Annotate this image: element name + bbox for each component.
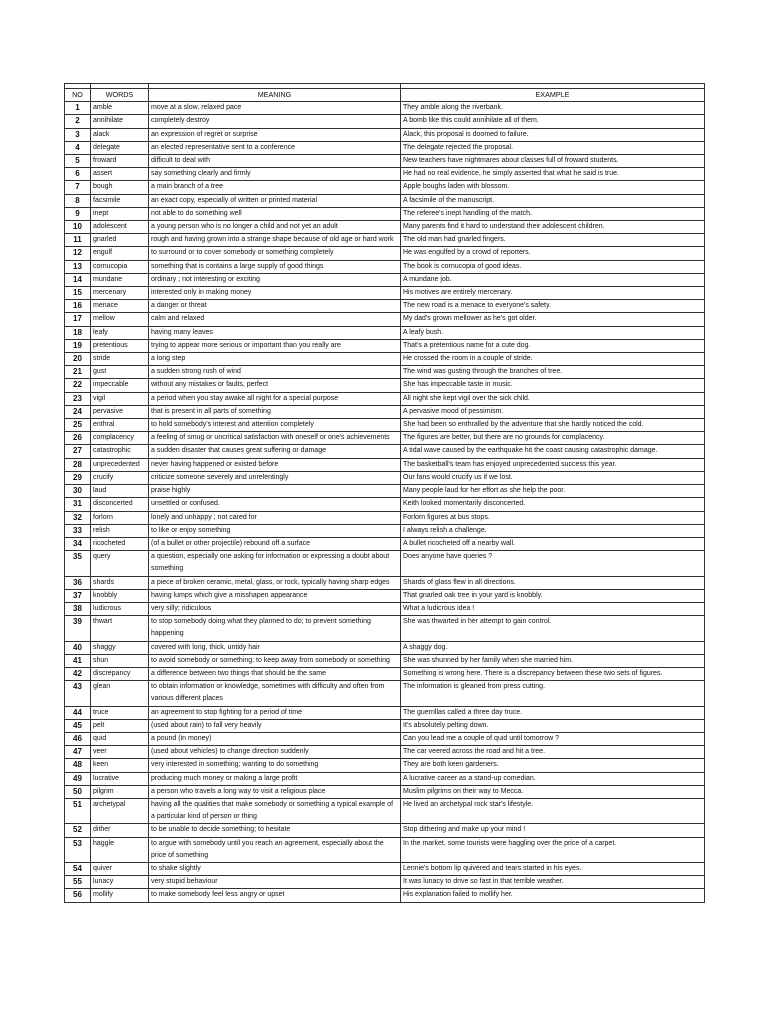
table-row bbox=[65, 181, 705, 194]
meaning-cell: to make somebody feel less angry or upset bbox=[149, 889, 401, 902]
row-number: 20 bbox=[65, 353, 91, 366]
example-cell: A bomb like this could annihilate all of them. bbox=[401, 115, 705, 128]
row-number: 32 bbox=[65, 511, 91, 524]
meaning-cell: unsettled or confused. bbox=[149, 498, 401, 511]
meaning-cell: difficult to deal with bbox=[149, 155, 401, 168]
row-number: 47 bbox=[65, 746, 91, 759]
row-number: 2 bbox=[65, 115, 91, 128]
word-cell: unprecedented bbox=[91, 458, 149, 471]
row-number: 14 bbox=[65, 273, 91, 286]
table-row bbox=[65, 837, 705, 862]
table-row bbox=[65, 862, 705, 875]
row-number: 53 bbox=[65, 837, 91, 862]
example-cell: The car veered across the road and hit a tree. bbox=[401, 746, 705, 759]
word-cell: froward bbox=[91, 155, 149, 168]
example-cell: Alack, this proposal is doomed to failure. bbox=[401, 128, 705, 141]
table-row bbox=[65, 706, 705, 719]
row-number: 33 bbox=[65, 524, 91, 537]
meaning-cell: (used about vehicles) to change direction suddenly bbox=[149, 746, 401, 759]
row-number: 4 bbox=[65, 141, 91, 154]
meaning-cell: an expression of regret or surprise bbox=[149, 128, 401, 141]
row-number: 42 bbox=[65, 667, 91, 680]
example-cell: Apple boughs laden with blossom. bbox=[401, 181, 705, 194]
table-row bbox=[65, 128, 705, 141]
row-number: 39 bbox=[65, 616, 91, 641]
word-cell: keen bbox=[91, 759, 149, 772]
meaning-cell: a long step bbox=[149, 353, 401, 366]
word-cell: pervasive bbox=[91, 405, 149, 418]
word-cell: haggle bbox=[91, 837, 149, 862]
meaning-cell: to surround or to cover somebody or something completely bbox=[149, 247, 401, 260]
table-row bbox=[65, 719, 705, 732]
table-row bbox=[65, 746, 705, 759]
meaning-cell: a question, especially one asking for information or expressing a doubt about something bbox=[149, 551, 401, 576]
example-cell: His explanation failed to mollify her. bbox=[401, 889, 705, 902]
example-cell: In the market, some tourists were haggling over the price of a carpet. bbox=[401, 837, 705, 862]
word-cell: dither bbox=[91, 824, 149, 837]
word-cell: vigil bbox=[91, 392, 149, 405]
word-cell: veer bbox=[91, 746, 149, 759]
table-row bbox=[65, 366, 705, 379]
meaning-cell: to avoid somebody or something; to keep away from somebody or something bbox=[149, 654, 401, 667]
row-number: 38 bbox=[65, 602, 91, 615]
word-cell: catastrophic bbox=[91, 445, 149, 458]
table-row bbox=[65, 537, 705, 550]
word-cell: complacency bbox=[91, 432, 149, 445]
example-cell: I always relish a challenge. bbox=[401, 524, 705, 537]
row-number: 41 bbox=[65, 654, 91, 667]
meaning-cell: a person who travels a long way to visit a religious place bbox=[149, 785, 401, 798]
row-number: 18 bbox=[65, 326, 91, 339]
row-number: 1 bbox=[65, 102, 91, 115]
example-cell: Lennie's bottom lip quivered and tears started in his eyes. bbox=[401, 862, 705, 875]
word-cell: inept bbox=[91, 207, 149, 220]
row-number: 28 bbox=[65, 458, 91, 471]
word-cell: adolescent bbox=[91, 221, 149, 234]
example-cell: Our fans would crucify us if we lost. bbox=[401, 471, 705, 484]
example-cell: He had no real evidence, he simply asserted that what he said is true. bbox=[401, 168, 705, 181]
table-row bbox=[65, 313, 705, 326]
example-cell: A tidal wave caused by the earthquake hit the coast causing catastrophic damage. bbox=[401, 445, 705, 458]
meaning-cell: without any mistakes or faults, perfect bbox=[149, 379, 401, 392]
table-row bbox=[65, 485, 705, 498]
example-cell: The book is cornucopia of good ideas. bbox=[401, 260, 705, 273]
table-row bbox=[65, 419, 705, 432]
table-row bbox=[65, 353, 705, 366]
header-no: NO bbox=[65, 89, 91, 102]
word-cell: shaggy bbox=[91, 641, 149, 654]
row-number: 11 bbox=[65, 234, 91, 247]
row-number: 31 bbox=[65, 498, 91, 511]
table-row bbox=[65, 234, 705, 247]
meaning-cell: having lumps which give a misshapen appearance bbox=[149, 589, 401, 602]
table-row bbox=[65, 445, 705, 458]
row-number: 15 bbox=[65, 287, 91, 300]
row-number: 40 bbox=[65, 641, 91, 654]
word-cell: enthral bbox=[91, 419, 149, 432]
row-number: 27 bbox=[65, 445, 91, 458]
word-cell: glean bbox=[91, 681, 149, 706]
example-cell: He crossed the room in a couple of stride. bbox=[401, 353, 705, 366]
word-cell: impeccable bbox=[91, 379, 149, 392]
meaning-cell: to obtain information or knowledge, sometimes with difficulty and often from various different places bbox=[149, 681, 401, 706]
meaning-cell: to stop somebody doing what they planned to do; to prevent something happening bbox=[149, 616, 401, 641]
row-number: 30 bbox=[65, 485, 91, 498]
row-number: 36 bbox=[65, 576, 91, 589]
word-cell: discrepancy bbox=[91, 667, 149, 680]
table-row bbox=[65, 889, 705, 902]
meaning-cell: to like or enjoy something bbox=[149, 524, 401, 537]
meaning-cell: having many leaves bbox=[149, 326, 401, 339]
word-cell: knobbly bbox=[91, 589, 149, 602]
row-number: 24 bbox=[65, 405, 91, 418]
example-cell: She was thwarted in her attempt to gain control. bbox=[401, 616, 705, 641]
row-number: 7 bbox=[65, 181, 91, 194]
word-cell: relish bbox=[91, 524, 149, 537]
example-cell: A lucrative career as a stand-up comedian. bbox=[401, 772, 705, 785]
table-row bbox=[65, 458, 705, 471]
meaning-cell: to hold somebody's interest and attention completely bbox=[149, 419, 401, 432]
row-number: 26 bbox=[65, 432, 91, 445]
header-meaning: MEANING bbox=[149, 89, 401, 102]
row-number: 55 bbox=[65, 876, 91, 889]
meaning-cell: an elected representative sent to a conference bbox=[149, 141, 401, 154]
row-number: 37 bbox=[65, 589, 91, 602]
row-number: 54 bbox=[65, 862, 91, 875]
table-row bbox=[65, 641, 705, 654]
word-cell: quid bbox=[91, 732, 149, 745]
example-cell: The figures are better, but there are no grounds for complacency. bbox=[401, 432, 705, 445]
word-cell: pretentious bbox=[91, 339, 149, 352]
word-cell: ricocheted bbox=[91, 537, 149, 550]
table-row bbox=[65, 824, 705, 837]
meaning-cell: something that is contains a large supply of good things bbox=[149, 260, 401, 273]
row-number: 16 bbox=[65, 300, 91, 313]
row-number: 23 bbox=[65, 392, 91, 405]
example-cell: He lived an archetypal rock star's lifestyle. bbox=[401, 798, 705, 823]
table-row bbox=[65, 155, 705, 168]
meaning-cell: very silly; ridiculous bbox=[149, 602, 401, 615]
table-row bbox=[65, 498, 705, 511]
table-row bbox=[65, 798, 705, 823]
word-cell: annihilate bbox=[91, 115, 149, 128]
example-cell: Stop dithering and make up your mind ! bbox=[401, 824, 705, 837]
word-cell: lucrative bbox=[91, 772, 149, 785]
row-number: 56 bbox=[65, 889, 91, 902]
row-number: 44 bbox=[65, 706, 91, 719]
example-cell: They are both keen gardeners. bbox=[401, 759, 705, 772]
row-number: 46 bbox=[65, 732, 91, 745]
row-number: 49 bbox=[65, 772, 91, 785]
header-example: EXAMPLE bbox=[401, 89, 705, 102]
word-cell: facsimile bbox=[91, 194, 149, 207]
table-row bbox=[65, 141, 705, 154]
meaning-cell: criticize someone severely and unrelentingly bbox=[149, 471, 401, 484]
meaning-cell: trying to appear more serious or important than you really are bbox=[149, 339, 401, 352]
table-row bbox=[65, 392, 705, 405]
row-number: 9 bbox=[65, 207, 91, 220]
table-row bbox=[65, 194, 705, 207]
meaning-cell: covered with long, thick, untidy hair bbox=[149, 641, 401, 654]
table-row bbox=[65, 681, 705, 706]
word-cell: mollify bbox=[91, 889, 149, 902]
meaning-cell: (used about rain) to fall very heavily bbox=[149, 719, 401, 732]
meaning-cell: praise highly bbox=[149, 485, 401, 498]
example-cell: Can you lead me a couple of quid until tomorrow ? bbox=[401, 732, 705, 745]
row-number: 10 bbox=[65, 221, 91, 234]
example-cell: New teachers have nightmares about classes full of froward students. bbox=[401, 155, 705, 168]
example-cell: The guerrillas called a three day truce. bbox=[401, 706, 705, 719]
word-cell: shards bbox=[91, 576, 149, 589]
example-cell: That's a pretentious name for a cute dog. bbox=[401, 339, 705, 352]
word-cell: truce bbox=[91, 706, 149, 719]
meaning-cell: calm and relaxed bbox=[149, 313, 401, 326]
word-cell: alack bbox=[91, 128, 149, 141]
word-cell: stride bbox=[91, 353, 149, 366]
example-cell: A facsimile of the manuscript. bbox=[401, 194, 705, 207]
meaning-cell: ordinary ; not interesting or exciting bbox=[149, 273, 401, 286]
word-cell: mercenary bbox=[91, 287, 149, 300]
example-cell: A leafy bush. bbox=[401, 326, 705, 339]
example-cell: The new road is a menace to everyone's safety. bbox=[401, 300, 705, 313]
table-row bbox=[65, 207, 705, 220]
table-row bbox=[65, 576, 705, 589]
word-cell: query bbox=[91, 551, 149, 576]
table-row bbox=[65, 524, 705, 537]
table-row bbox=[65, 168, 705, 181]
meaning-cell: to argue with somebody until you reach an agreement, especially about the price of something bbox=[149, 837, 401, 862]
word-cell: leafy bbox=[91, 326, 149, 339]
row-number: 45 bbox=[65, 719, 91, 732]
table-row bbox=[65, 551, 705, 576]
table-row bbox=[65, 667, 705, 680]
example-cell: A mundane job. bbox=[401, 273, 705, 286]
example-cell: She was shunned by her family when she married him. bbox=[401, 654, 705, 667]
example-cell: The referee's inept handling of the match. bbox=[401, 207, 705, 220]
meaning-cell: to shake slightly bbox=[149, 862, 401, 875]
example-cell: The basketball's team has enjoyed unprecedented success this year. bbox=[401, 458, 705, 471]
row-number: 43 bbox=[65, 681, 91, 706]
row-number: 3 bbox=[65, 128, 91, 141]
example-cell: She has impeccable taste in music. bbox=[401, 379, 705, 392]
word-cell: amble bbox=[91, 102, 149, 115]
example-cell: Does anyone have queries ? bbox=[401, 551, 705, 576]
example-cell: The old man had gnarled fingers. bbox=[401, 234, 705, 247]
word-cell: pelt bbox=[91, 719, 149, 732]
example-cell: What a ludicrous idea ! bbox=[401, 602, 705, 615]
table-row bbox=[65, 260, 705, 273]
table-row bbox=[65, 471, 705, 484]
table-row bbox=[65, 247, 705, 260]
meaning-cell: an agreement to stop fighting for a period of time bbox=[149, 706, 401, 719]
word-cell: ludicrous bbox=[91, 602, 149, 615]
word-cell: menace bbox=[91, 300, 149, 313]
table-row bbox=[65, 732, 705, 745]
example-cell: A bullet ricocheted off a nearby wall. bbox=[401, 537, 705, 550]
example-cell: My dad's grown mellower as he's got older. bbox=[401, 313, 705, 326]
row-number: 50 bbox=[65, 785, 91, 798]
table-row bbox=[65, 876, 705, 889]
example-cell: A shaggy dog. bbox=[401, 641, 705, 654]
example-cell: Many people laud for her effort as she help the poor. bbox=[401, 485, 705, 498]
row-number: 5 bbox=[65, 155, 91, 168]
example-cell: Something is wrong here. There is a discrepancy between these two sets of figures. bbox=[401, 667, 705, 680]
meaning-cell: a pound (in money) bbox=[149, 732, 401, 745]
meaning-cell: producing much money or making a large profit bbox=[149, 772, 401, 785]
row-number: 6 bbox=[65, 168, 91, 181]
example-cell: That gnarled oak tree in your yard is knobbly. bbox=[401, 589, 705, 602]
example-cell: All night she kept vigil over the sick child. bbox=[401, 392, 705, 405]
vocabulary-page bbox=[64, 83, 704, 903]
word-cell: gust bbox=[91, 366, 149, 379]
example-cell: His motives are entirely mercenary. bbox=[401, 287, 705, 300]
word-cell: archetypal bbox=[91, 798, 149, 823]
table-row bbox=[65, 616, 705, 641]
meaning-cell: never having happened or existed before bbox=[149, 458, 401, 471]
example-cell: They amble along the riverbank. bbox=[401, 102, 705, 115]
meaning-cell: a sudden disaster that causes great suffering or damage bbox=[149, 445, 401, 458]
table-row bbox=[65, 102, 705, 115]
example-cell: The wind was gusting through the branches of tree. bbox=[401, 366, 705, 379]
example-cell: Forlorn figures at bus stops. bbox=[401, 511, 705, 524]
table-row bbox=[65, 326, 705, 339]
word-cell: thwart bbox=[91, 616, 149, 641]
example-cell: It's absolutely pelting down. bbox=[401, 719, 705, 732]
row-number: 19 bbox=[65, 339, 91, 352]
table-row bbox=[65, 654, 705, 667]
example-cell: Keith looked momentarily disconcerted. bbox=[401, 498, 705, 511]
table-row bbox=[65, 602, 705, 615]
table-row bbox=[65, 273, 705, 286]
example-cell: She had been so enthralled by the adventure that she hardly noticed the cold. bbox=[401, 419, 705, 432]
word-cell: engulf bbox=[91, 247, 149, 260]
word-cell: quiver bbox=[91, 862, 149, 875]
header-row bbox=[65, 89, 705, 102]
word-cell: laud bbox=[91, 485, 149, 498]
meaning-cell: a main branch of a tree bbox=[149, 181, 401, 194]
word-cell: mundane bbox=[91, 273, 149, 286]
meaning-cell: to be unable to decide something; to hesitate bbox=[149, 824, 401, 837]
table-row bbox=[65, 379, 705, 392]
vocabulary-table bbox=[64, 83, 705, 903]
example-cell: It was lunacy to drive so fast in that terrible weather. bbox=[401, 876, 705, 889]
table-row bbox=[65, 339, 705, 352]
meaning-cell: that is present in all parts of something bbox=[149, 405, 401, 418]
meaning-cell: a difference between two things that should be the same bbox=[149, 667, 401, 680]
meaning-cell: a young person who is no longer a child and not yet an adult bbox=[149, 221, 401, 234]
word-cell: cornucopia bbox=[91, 260, 149, 273]
meaning-cell: not able to do something well bbox=[149, 207, 401, 220]
word-cell: assert bbox=[91, 168, 149, 181]
example-cell: The information is gleaned from press cutting. bbox=[401, 681, 705, 706]
table-row bbox=[65, 287, 705, 300]
row-number: 12 bbox=[65, 247, 91, 260]
table-row bbox=[65, 432, 705, 445]
example-cell: He was engulfed by a crowd of reporters. bbox=[401, 247, 705, 260]
meaning-cell: move at a slow, relaxed pace bbox=[149, 102, 401, 115]
meaning-cell: having all the qualities that make somebody or something a typical example of a particular kind of person or thing bbox=[149, 798, 401, 823]
table-row bbox=[65, 759, 705, 772]
meaning-cell: completely destroy bbox=[149, 115, 401, 128]
meaning-cell: a danger or threat bbox=[149, 300, 401, 313]
table-row bbox=[65, 511, 705, 524]
word-cell: gnarled bbox=[91, 234, 149, 247]
meaning-cell: rough and having grown into a strange shape because of old age or hard work bbox=[149, 234, 401, 247]
row-number: 52 bbox=[65, 824, 91, 837]
meaning-cell: very stupid behaviour bbox=[149, 876, 401, 889]
row-number: 22 bbox=[65, 379, 91, 392]
row-number: 25 bbox=[65, 419, 91, 432]
row-number: 48 bbox=[65, 759, 91, 772]
word-cell: mellow bbox=[91, 313, 149, 326]
row-number: 13 bbox=[65, 260, 91, 273]
meaning-cell: a sudden strong rush of wind bbox=[149, 366, 401, 379]
example-cell: Muslim pilgrims on their way to Mecca. bbox=[401, 785, 705, 798]
meaning-cell: interested only in making money bbox=[149, 287, 401, 300]
example-cell: Shards of glass flew in all directions. bbox=[401, 576, 705, 589]
table-row bbox=[65, 405, 705, 418]
example-cell: A pervasive mood of pessimism. bbox=[401, 405, 705, 418]
meaning-cell: a piece of broken ceramic, metal, glass, or rock, typically having sharp edges bbox=[149, 576, 401, 589]
word-cell: disconcerted bbox=[91, 498, 149, 511]
example-cell: Many parents find it hard to understand their adolescent children. bbox=[401, 221, 705, 234]
word-cell: crucify bbox=[91, 471, 149, 484]
meaning-cell: (of a bullet or other projectile) rebound off a surface bbox=[149, 537, 401, 550]
example-cell: The delegate rejected the proposal. bbox=[401, 141, 705, 154]
meaning-cell: an exact copy, especially of written or printed material bbox=[149, 194, 401, 207]
word-cell: shun bbox=[91, 654, 149, 667]
row-number: 35 bbox=[65, 551, 91, 576]
word-cell: lunacy bbox=[91, 876, 149, 889]
table-body bbox=[65, 102, 705, 902]
meaning-cell: say something clearly and firmly bbox=[149, 168, 401, 181]
word-cell: bough bbox=[91, 181, 149, 194]
meaning-cell: very interested in something; wanting to do something bbox=[149, 759, 401, 772]
header-words: WORDS bbox=[91, 89, 149, 102]
table-row bbox=[65, 115, 705, 128]
row-number: 34 bbox=[65, 537, 91, 550]
table-row bbox=[65, 221, 705, 234]
word-cell: forlorn bbox=[91, 511, 149, 524]
word-cell: pilgrim bbox=[91, 785, 149, 798]
meaning-cell: lonely and unhappy ; not cared for bbox=[149, 511, 401, 524]
table-row bbox=[65, 785, 705, 798]
row-number: 29 bbox=[65, 471, 91, 484]
table-row bbox=[65, 772, 705, 785]
row-number: 17 bbox=[65, 313, 91, 326]
table-row bbox=[65, 589, 705, 602]
word-cell: delegate bbox=[91, 141, 149, 154]
meaning-cell: a feeling of smug or uncritical satisfaction with oneself or one's achievements bbox=[149, 432, 401, 445]
table-row bbox=[65, 300, 705, 313]
meaning-cell: a period when you stay awake all night for a special purpose bbox=[149, 392, 401, 405]
row-number: 21 bbox=[65, 366, 91, 379]
row-number: 8 bbox=[65, 194, 91, 207]
row-number: 51 bbox=[65, 798, 91, 823]
